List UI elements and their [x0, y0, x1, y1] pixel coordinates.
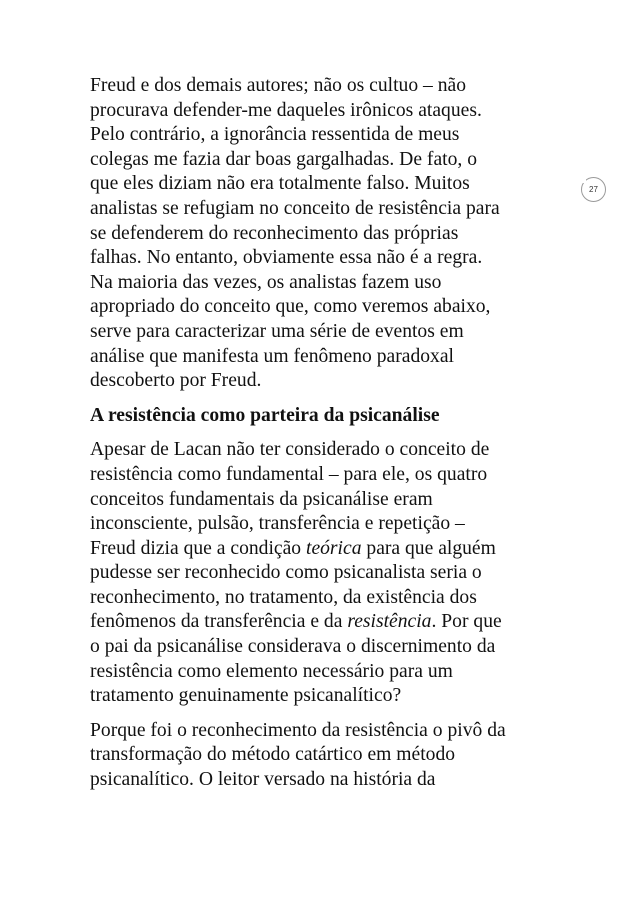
text-line: Na maioria das vezes, os analistas fazem uso — [90, 271, 442, 293]
italic-term: teórica — [306, 537, 362, 559]
text-line: pudesse ser reconhecido como psicanalista seria o — [90, 562, 482, 584]
text-line: procurava defender-me daqueles irônicos ataques. — [90, 99, 482, 121]
text-line: Freud e dos demais autores; não os cultuo – não — [90, 75, 467, 96]
text-line: se defenderem do reconhecimento das próprias — [90, 222, 459, 244]
text-span: Freud dizia que a condição — [90, 537, 306, 559]
text-line: colegas me fazia dar boas gargalhadas. De fato, o — [90, 148, 477, 170]
text-line: transformação do método catártico em método — [90, 744, 456, 766]
paragraph-1 — [90, 74, 550, 394]
paragraph-2 — [90, 438, 550, 709]
text-line: descoberto por Freud. — [90, 370, 262, 392]
text-line: analistas se refugiam no conceito de resistência para — [90, 197, 500, 219]
text-line: conceitos fundamentais da psicanálise eram — [90, 488, 433, 510]
text-line: que eles diziam não era totalmente falso. Muitos — [90, 173, 470, 195]
text-line: Pelo contrário, a ignorância ressentida de meus — [90, 124, 460, 146]
text-line: Porque foi o reconhecimento da resistência o pivô da — [90, 719, 506, 741]
page-number: 27 — [589, 185, 598, 194]
text-span: para que alguém — [361, 537, 496, 559]
text-line: resistência como fundamental – para ele, os quatro — [90, 463, 488, 485]
page-body — [90, 74, 550, 793]
paragraph-3 — [90, 719, 550, 793]
text-span: fenômenos da transferência e da — [90, 611, 348, 633]
text-line: tratamento genuinamente psicanalítico? — [90, 685, 402, 707]
text-line: resistência como elemento necessário para um — [90, 660, 453, 682]
text-line: inconsciente, pulsão, transferência e repetição – — [90, 513, 465, 535]
text-line: Apesar de Lacan não ter considerado o conceito de — [90, 439, 490, 461]
section-heading: A resistência como parteira da psicanálise — [90, 404, 440, 426]
text-span: . Por que — [431, 611, 502, 633]
text-line: apropriado do conceito que, como veremos abaixo, — [90, 296, 491, 318]
page-number-badge — [581, 177, 606, 202]
text-line: o pai da psicanálise considerava o discernimento da — [90, 636, 496, 658]
text-line: serve para caracterizar uma série de eventos em — [90, 320, 464, 342]
text-line: psicanalítico. O leitor versado na história da — [90, 769, 436, 791]
text-line: análise que manifesta um fenômeno paradoxal — [90, 345, 454, 367]
text-line: falhas. No entanto, obviamente essa não é a regra. — [90, 247, 483, 269]
italic-term: resistência — [347, 611, 432, 633]
text-line — [90, 610, 550, 635]
text-line: reconhecimento, no tratamento, da existência dos — [90, 586, 477, 608]
text-line — [90, 537, 550, 562]
